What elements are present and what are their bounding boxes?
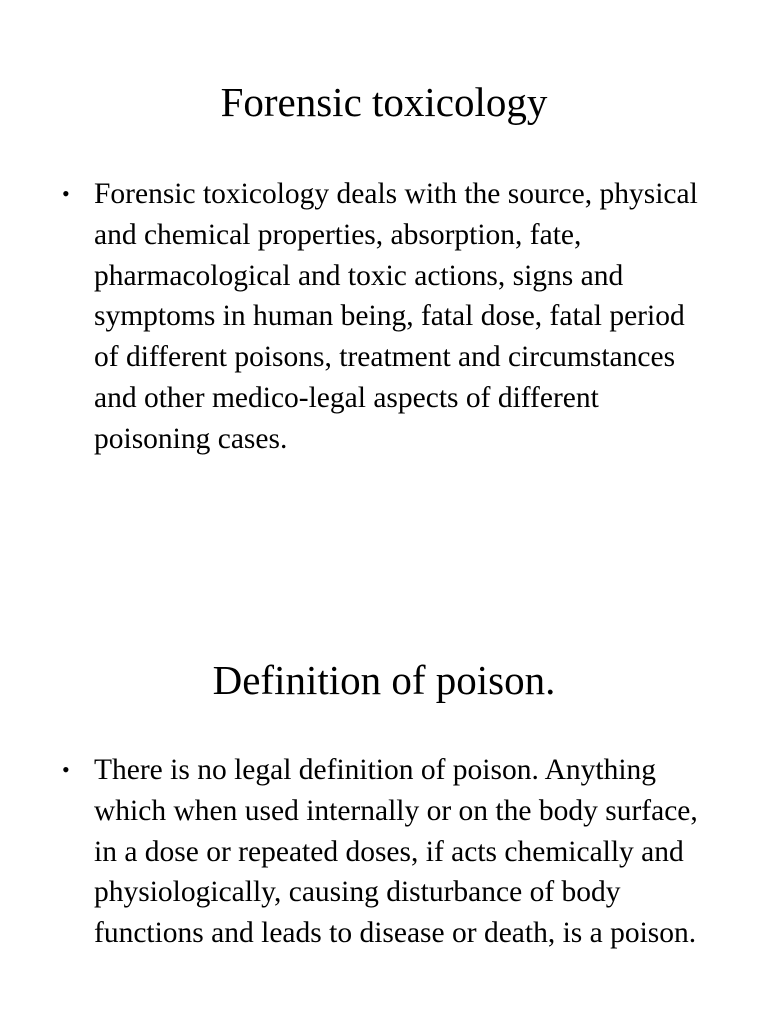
bullet-list	[62, 174, 702, 460]
bullet-item	[62, 750, 702, 954]
slide-title: Definition of poison.	[212, 657, 556, 703]
bullet-text: There is no legal definition of poison. Anything which when used internally or on the body surface, in a dose or repeated doses, if acts chemically and physiologically, causing disturbance of body functions and leads to disease or death, is a poison.	[94, 754, 698, 950]
bullet-icon: •	[62, 757, 70, 782]
slide-definition-of-poison	[0, 512, 768, 1024]
bullet-list	[62, 750, 702, 954]
slide-title: Forensic toxicology	[220, 79, 548, 125]
bullet-icon: •	[62, 181, 70, 206]
bullet-text: Forensic toxicology deals with the source, physical and chemical properties, absorption, fate, pharmacological and toxic actions, signs and symptoms in human being, fatal dose, fatal period of different poisons, treatment and circumstances and other medico-legal aspects of different poisoning cases.	[94, 178, 698, 455]
bullet-item	[62, 174, 702, 460]
